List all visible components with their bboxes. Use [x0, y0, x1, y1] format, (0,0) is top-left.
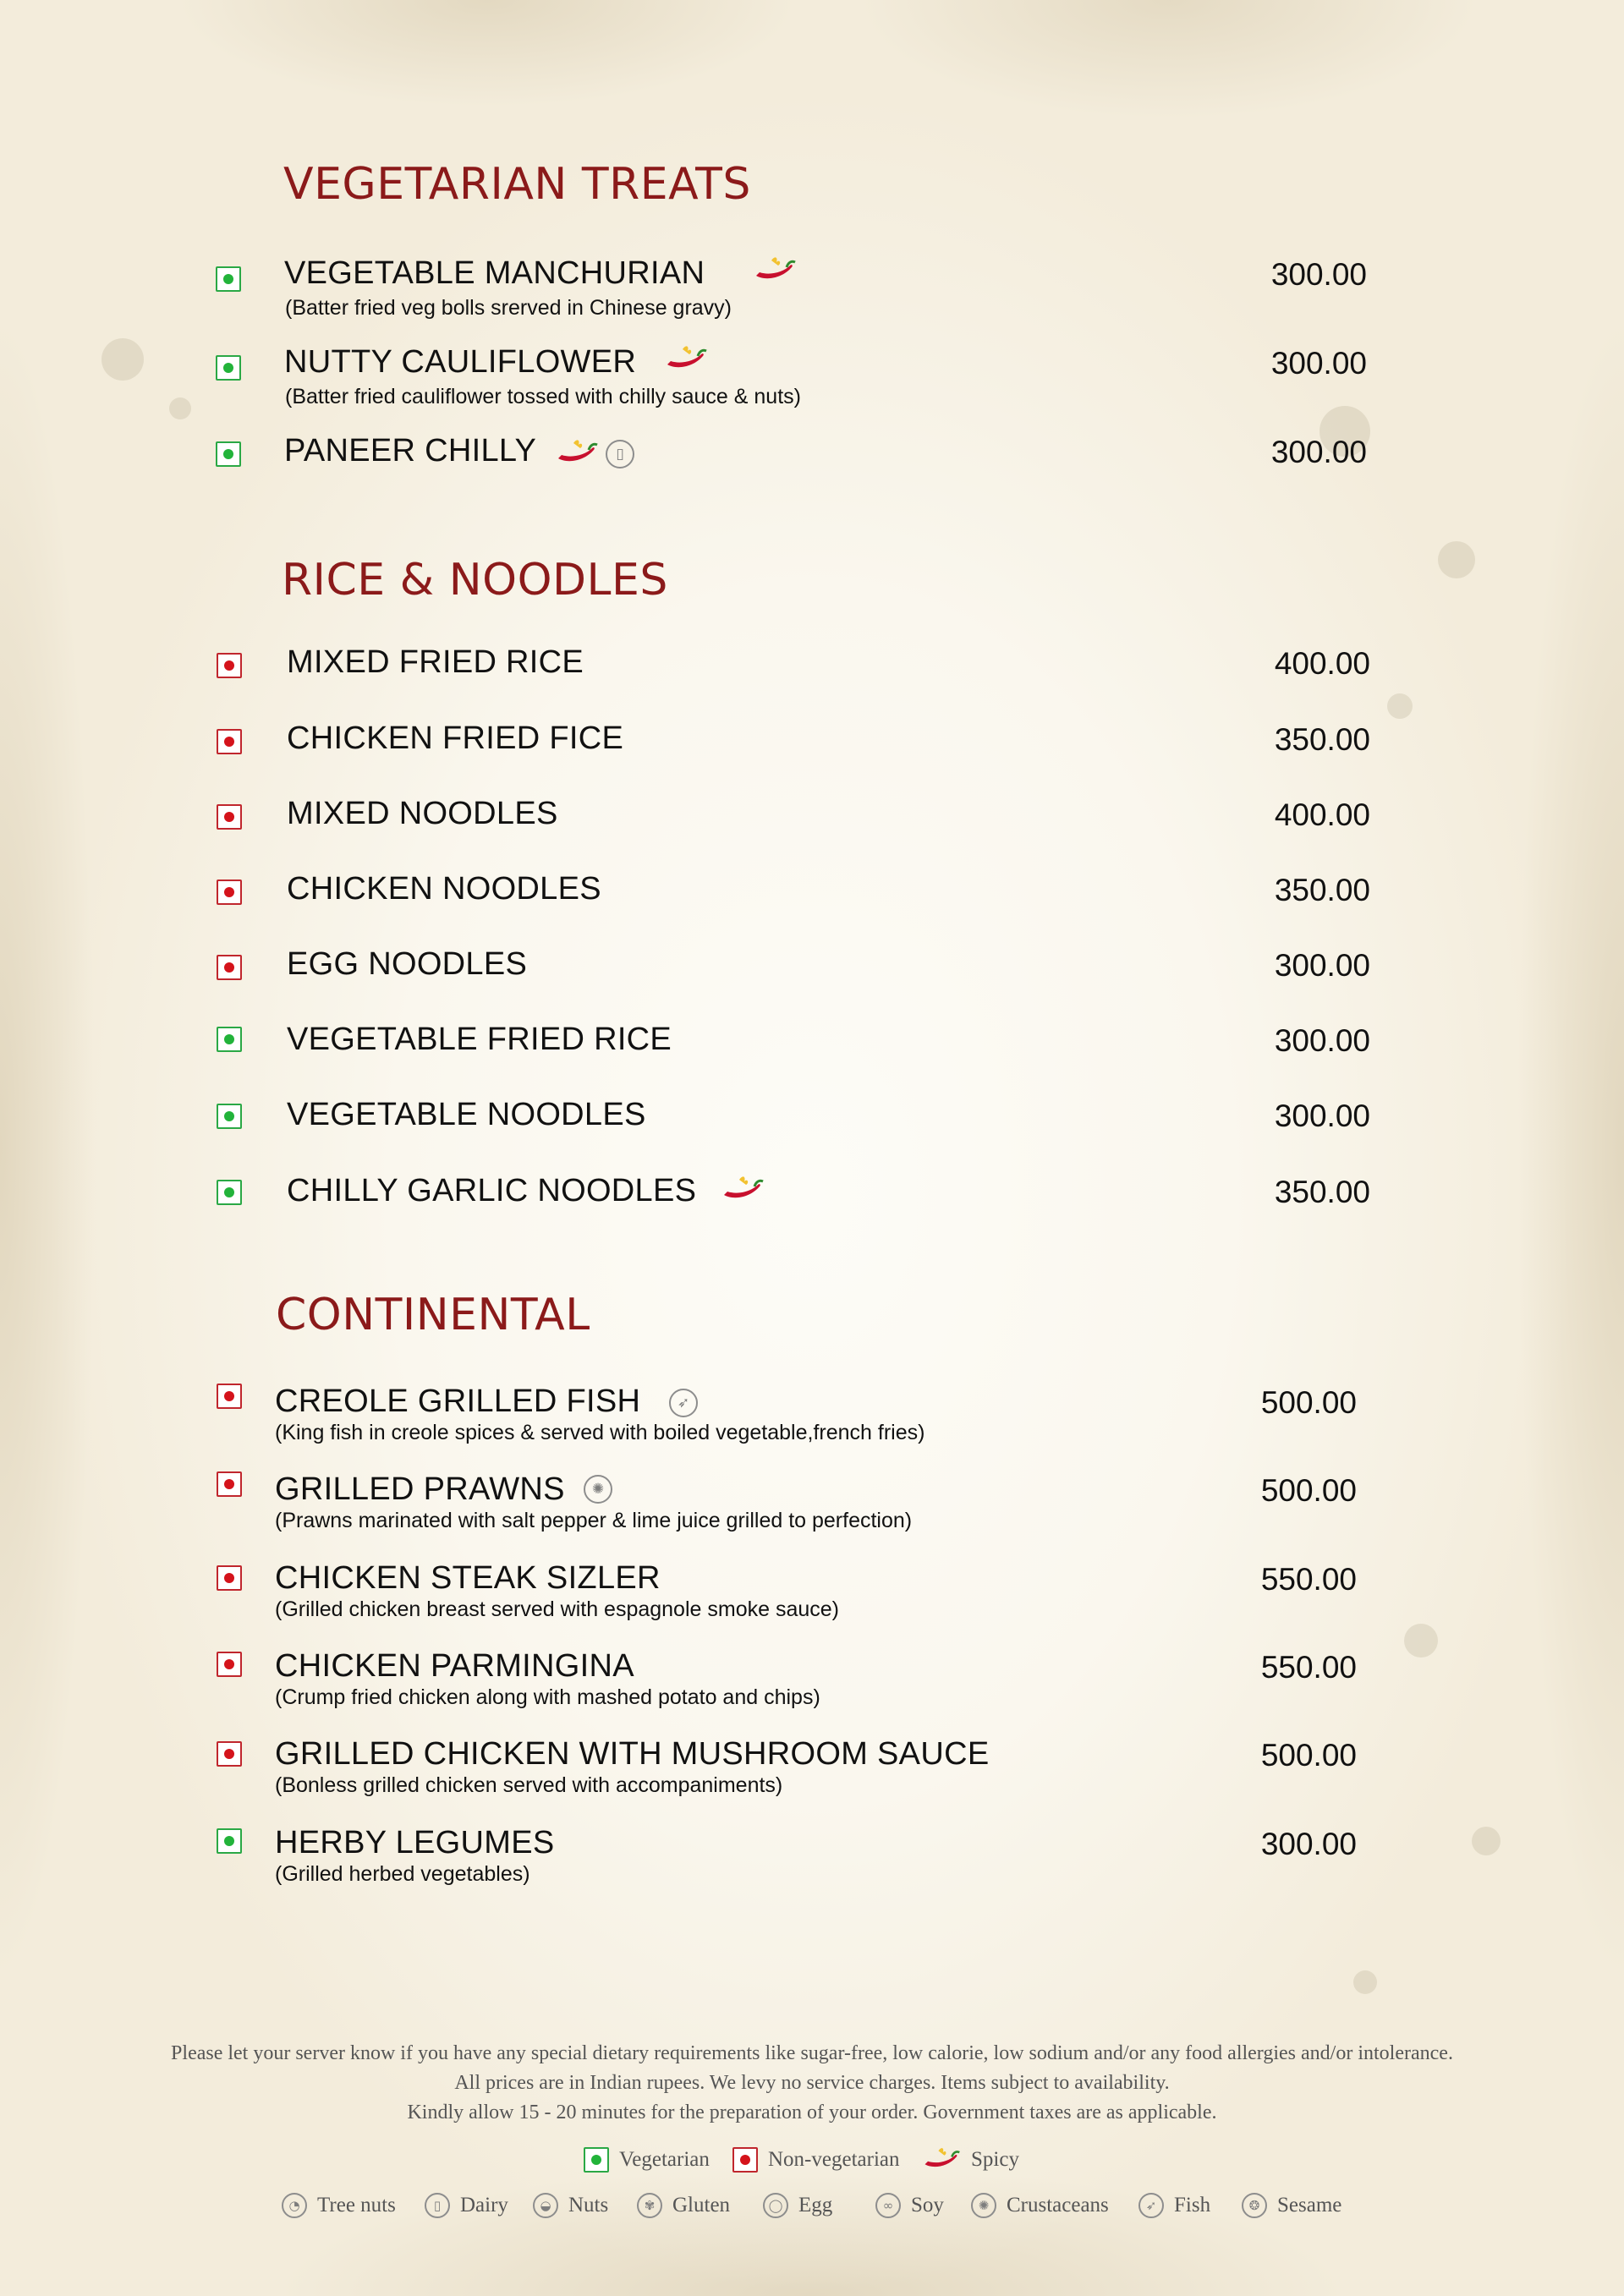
legend-fish: [1138, 2189, 1210, 2222]
section-title: CONTINENTAL: [276, 1290, 590, 1340]
item-name: PANEER CHILLY: [284, 433, 537, 469]
legend-nuts: [533, 2189, 608, 2222]
preparation-note: Kindly allow 15 - 20 minutes for the preparation of your order. Government taxes are as applicable.: [407, 2101, 1217, 2123]
legend-label: Soy: [911, 2194, 944, 2217]
item-price: 400.00: [1274, 646, 1370, 681]
item-price: 300.00: [1270, 435, 1367, 469]
item-name: VEGETABLE FRIED RICE: [287, 1022, 672, 1057]
nonveg-mark-icon: [217, 1652, 242, 1677]
allergen-legend: [0, 2189, 1624, 2222]
item-name: EGG NOODLES: [287, 946, 528, 982]
menu-item: [0, 643, 1624, 719]
nonveg-mark-icon: [217, 1741, 242, 1767]
item-name: NUTTY CAULIFLOWER: [284, 344, 637, 380]
dairy-icon: ▯: [606, 440, 634, 469]
chili-icon: [555, 436, 599, 470]
item-name: CHICKEN STEAK SIZLER: [275, 1560, 661, 1596]
crustaceans-icon: ✺: [971, 2193, 996, 2218]
legend-egg: [763, 2189, 832, 2222]
item-price: 500.00: [1260, 1385, 1357, 1420]
legend-crustaceans: [971, 2189, 1109, 2222]
nonveg-mark-icon: [217, 1565, 242, 1591]
pricing-note: All prices are in Indian rupees. We levy no service charges. Items subject to availability.: [454, 2072, 1170, 2094]
item-description: (Batter fried veg bolls srerved in Chinese gravy): [285, 296, 732, 320]
crustaceans-icon: ✺: [584, 1475, 612, 1504]
item-description: (Bonless grilled chicken served with accompaniments): [275, 1773, 783, 1797]
menu-item: [0, 1734, 1624, 1811]
nuts-icon: ◒: [533, 2193, 558, 2218]
tree-nuts-icon: ◔: [282, 2193, 307, 2218]
decorative-splatter: [1353, 1970, 1377, 1994]
item-price: 300.00: [1270, 257, 1367, 292]
section-title: VEGETARIAN TREATS: [283, 159, 751, 210]
legend-spicy: [922, 2143, 1019, 2177]
item-name: CHICKEN PARMINGINA: [275, 1648, 634, 1684]
nonveg-mark-icon: [217, 955, 242, 980]
egg-icon: ◯: [763, 2193, 788, 2218]
item-name: HERBY LEGUMES: [275, 1825, 555, 1860]
nonveg-mark-icon: [217, 879, 242, 905]
menu-item: [0, 945, 1624, 1021]
item-description: (Batter fried cauliflower tossed with chilly sauce & nuts): [285, 385, 801, 408]
item-price: 300.00: [1260, 1827, 1357, 1861]
veg-mark-icon: [217, 1180, 242, 1205]
veg-mark-icon: [216, 355, 241, 381]
legend-label: Fish: [1174, 2194, 1211, 2217]
menu-item: [0, 1823, 1624, 1899]
item-description: (Grilled herbed vegetables): [275, 1862, 530, 1886]
menu-item: [0, 1470, 1624, 1546]
item-name: CHICKEN NOODLES: [287, 871, 601, 907]
legend-tree-nuts: [282, 2189, 396, 2222]
fish-icon: ➶: [1138, 2193, 1164, 2218]
legend-label: Tree nuts: [317, 2194, 396, 2217]
item-name: CHICKEN FRIED FICE: [287, 721, 624, 756]
legend-soy: [875, 2189, 944, 2222]
item-name: CHILLY GARLIC NOODLES: [287, 1173, 697, 1208]
legend-label: Dairy: [460, 2194, 508, 2217]
item-price: 550.00: [1260, 1650, 1357, 1685]
legend-label: Gluten: [672, 2194, 731, 2217]
menu-item: [0, 1020, 1624, 1096]
legend-label: Nuts: [568, 2194, 609, 2217]
nonveg-mark-icon: [217, 729, 242, 754]
veg-mark-icon: [216, 266, 241, 292]
item-name: GRILLED PRAWNS: [275, 1471, 565, 1507]
legend-gluten: [637, 2189, 730, 2222]
menu-item: [0, 1171, 1624, 1247]
sesame-icon: ❂: [1242, 2193, 1267, 2218]
legend-nonveg: [732, 2143, 899, 2177]
dietary-note: Please let your server know if you have any special dietary requirements like sugar-free, low calorie, low sodium and/or any food allergies and/or intolerance.: [171, 2042, 1453, 2064]
legend-dairy: [425, 2189, 508, 2222]
item-description: (Prawns marinated with salt pepper & lime juice grilled to perfection): [275, 1509, 913, 1532]
nonveg-mark-icon: [732, 2147, 758, 2173]
nonveg-mark-icon: [217, 653, 242, 678]
item-name: CREOLE GRILLED FISH: [275, 1384, 641, 1419]
item-price: 350.00: [1274, 722, 1370, 757]
item-name: GRILLED CHICKEN WITH MUSHROOM SAUCE: [275, 1736, 990, 1772]
menu-item: [0, 719, 1624, 795]
item-price: 350.00: [1274, 1175, 1370, 1209]
legend-label: Non-vegetarian: [768, 2148, 900, 2171]
item-price: 300.00: [1270, 346, 1367, 381]
dairy-icon: ▯: [425, 2193, 450, 2218]
item-price: 400.00: [1274, 797, 1370, 832]
veg-mark-icon: [584, 2147, 609, 2173]
menu-item: [0, 431, 1624, 507]
item-description: (Crump fried chicken along with mashed potato and chips): [275, 1685, 820, 1709]
veg-mark-icon: [217, 1027, 242, 1052]
menu-item: [0, 869, 1624, 945]
item-name: VEGETABLE NOODLES: [287, 1097, 646, 1132]
type-legend: [0, 2143, 1624, 2177]
section-title: RICE & NOODLES: [282, 555, 668, 606]
veg-mark-icon: [217, 1828, 242, 1854]
menu-item: [0, 1559, 1624, 1635]
item-name: MIXED NOODLES: [287, 796, 558, 831]
menu-item: [0, 794, 1624, 870]
legend-label: Crustaceans: [1007, 2194, 1109, 2217]
item-price: 550.00: [1260, 1562, 1357, 1597]
gluten-icon: ✾: [637, 2193, 662, 2218]
item-description: (Grilled chicken breast served with espagnole smoke sauce): [275, 1597, 839, 1621]
veg-mark-icon: [216, 441, 241, 467]
nonveg-mark-icon: [217, 804, 242, 830]
legend-sesame: [1242, 2189, 1341, 2222]
legend-label: Sesame: [1277, 2194, 1342, 2217]
menu-item: [0, 1647, 1624, 1723]
chili-icon: [664, 342, 708, 376]
menu-item: [0, 1382, 1624, 1458]
chili-icon: [922, 2145, 961, 2175]
chili-icon: [721, 1173, 765, 1207]
item-name: VEGETABLE MANCHURIAN: [284, 255, 705, 291]
item-price: 500.00: [1260, 1738, 1357, 1773]
fish-icon: ➶: [669, 1389, 698, 1417]
legend-vegetarian: [584, 2143, 710, 2177]
nonveg-mark-icon: [217, 1471, 242, 1497]
item-price: 300.00: [1274, 948, 1370, 983]
veg-mark-icon: [217, 1104, 242, 1129]
nonveg-mark-icon: [217, 1384, 242, 1409]
menu-item: [0, 342, 1624, 419]
chili-icon: [753, 254, 797, 288]
menu-item: [0, 254, 1624, 330]
decorative-splatter: [1438, 541, 1475, 578]
item-price: 500.00: [1260, 1473, 1357, 1508]
legend-label: Vegetarian: [619, 2148, 710, 2171]
item-price: 350.00: [1274, 873, 1370, 907]
legend-label: Spicy: [971, 2148, 1019, 2171]
legend-label: Egg: [798, 2194, 833, 2217]
item-description: (King fish in creole spices & served with boiled vegetable,french fries): [275, 1421, 925, 1444]
item-name: MIXED FRIED RICE: [287, 644, 584, 680]
soy-icon: ∞: [875, 2193, 901, 2218]
menu-item: [0, 1095, 1624, 1171]
item-price: 300.00: [1274, 1099, 1370, 1133]
item-price: 300.00: [1274, 1023, 1370, 1058]
